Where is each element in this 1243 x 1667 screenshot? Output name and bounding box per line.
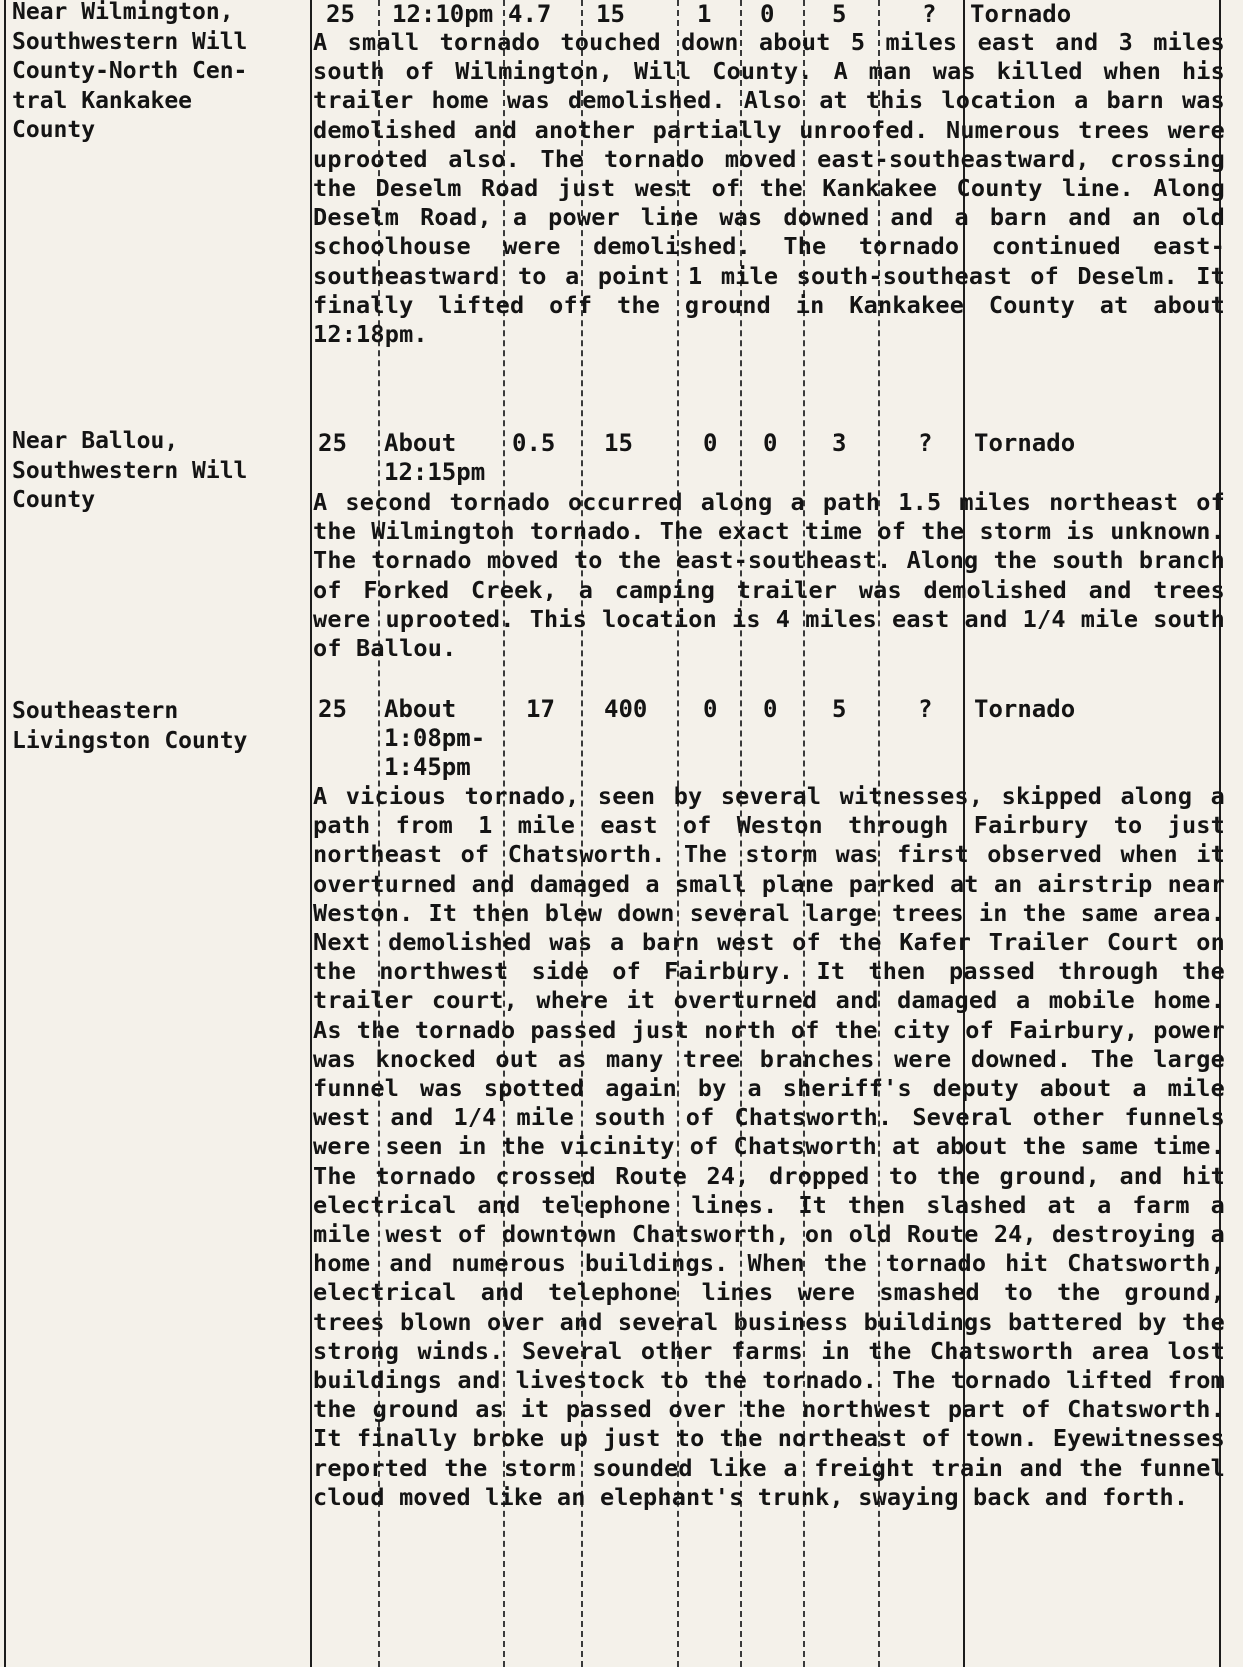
entry-injured: 0: [763, 695, 778, 723]
entry-date: 25: [326, 0, 355, 28]
entry-date: 25: [318, 695, 347, 723]
entry-narrative: A second tornado occurred along a path 1.5 miles northeast of the Wilmington tornado. The exact time of the storm is unknown. The tornado moved to the east-southeast. Along the south branch of Forked Creek, a camping trailer was demolished and trees were uprooted. This location is 4 miles east and 1/4 mile south of Ballou.: [313, 488, 1225, 663]
entry-killed: 0: [703, 695, 718, 723]
entry-location: Southeastern Livingston County: [12, 698, 248, 754]
entry-path-length: 17: [526, 695, 555, 723]
entry-path-width: 15: [596, 0, 625, 28]
entry-location: Near Wilmington, Southwestern Will County-North Cen- tral Kankakee County: [12, 0, 248, 143]
entry-date: 25: [318, 429, 347, 457]
entry-crop-damage: ?: [922, 0, 937, 28]
entry-time: 12:10pm: [392, 0, 494, 28]
entry-killed: 1: [697, 0, 712, 28]
entry-path-length: 4.7: [508, 0, 552, 28]
entry-event-type: Tornado: [974, 695, 1076, 723]
entry-crop-damage: ?: [918, 429, 933, 457]
entry-killed: 0: [703, 429, 718, 457]
entry-time: About 12:15pm: [384, 429, 486, 486]
entry-injured: 0: [763, 429, 778, 457]
entry-injured: 0: [760, 0, 775, 28]
entry-path-width: 15: [604, 429, 633, 457]
entry-narrative: A small tornado touched down about 5 miles east and 3 miles south of Wilmington, Will County. A man was killed when his trailer home was demolished. Also at this location a barn was demolished and another partially unroofed. Numerous trees were uprooted also. The tornado moved east-southeastward, crossing the Deselm Road just west of the Kankakee County line. Along Deselm Road, a power line was downed and a barn and an old schoolhouse were demolished. The tornado continued east-southeastward to a point 1 mile south-southeast of Deselm. It finally lifted off the ground in Kankakee County at about 12:18pm.: [313, 28, 1225, 349]
entry-property-damage: 5: [832, 695, 847, 723]
entry-location: Near Ballou, Southwestern Will County: [12, 428, 248, 513]
column-rule: [310, 0, 312, 1667]
column-rule: [4, 0, 6, 1667]
entry-property-damage: 5: [832, 0, 847, 28]
entry-event-type: Tornado: [970, 0, 1072, 28]
entry-property-damage: 3: [832, 429, 847, 457]
entry-narrative: A vicious tornado, seen by several witnesses, skipped along a path from 1 mile east of Weston through Fairbury to just northeast of Chatsworth. The storm was first observed when it overturned and damaged a small plane parked at an airstrip near Weston. It then blew down several large trees in the same area. Next demolished was a barn west of the Kafer Trailer Court on the northwest side of Fairbury. It then passed through the trailer court, where it overturned and damaged a mobile home. As the tornado passed just north of the city of Fairbury, power was knocked out as many tree branches were downed. The large funnel was spotted again by a sheriff's deputy about a mile west and 1/4 mile south of Chatsworth. Several other funnels were seen in the vicinity of Chatsworth at about the same time. The tornado crossed Route 24, dropped to the ground, and hit electrical and telephone lines. It then slashed at a farm a mile west of downtown Chatsworth, on old Route 24, destroying a home and numerous buildings. When the tornado hit Chatsworth, electrical and telephone lines were smashed to the ground, trees blown over and several business buildings battered by the strong winds. Several other farms in the Chatsworth area lost buildings and livestock to the tornado. The tornado lifted from the ground as it passed over the northwest part of Chatsworth. It finally broke up just to the northeast of town. Eyewitnesses reported the storm sounded like a freight train and the funnel cloud moved like an elephant's trunk, swaying back and forth.: [313, 782, 1225, 1511]
entry-event-type: Tornado: [974, 429, 1076, 457]
entry-time: About 1:08pm- 1:45pm: [384, 695, 486, 781]
entry-path-length: 0.5: [512, 429, 556, 457]
entry-path-width: 400: [604, 695, 648, 723]
entry-crop-damage: ?: [918, 695, 933, 723]
